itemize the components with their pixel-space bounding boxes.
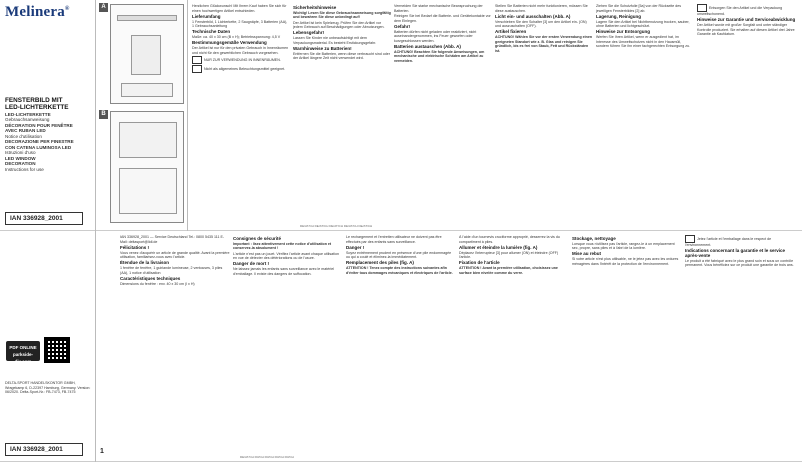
text-column-3: Vermeiden Sie starke mechanische Beanspruchung der Batterien. Reinigen Sie bei Bedarf die Batterie- und Gerätekontakte vor dem Einlegen. Gefahr! Batterien dürfen nicht geladen oder reaktiviert, nicht auseinandergenommen, ins Feuer geworfen oder kurzgeschlossen werden. Batterien austauschen (Abb. A) ACHTUNG! Beachten Sie folgende Anweisungen, um mechanische und elektrische Schäden am Artikel zu vermeiden. <box>394 4 491 63</box>
back-cover-panel <box>0 231 96 462</box>
text-column-4: Stellen Sie Batterien nicht mehr funktionieren, müssen Sie diese austauschen. Licht ein- und ausschalten (Abb. A) Verschieben Sie den Schalter [3] um den Artikel ein- (ON) und auszuschalten (OFF). Artikel fixieren ACHTUNG! Wählen Sie vor der ersten Verwendung einen geeigneten Standort wie z. B. Glas und reinigen Sie gründlich, bis es frei von Staub, Fett und Rückständen ist. <box>495 4 593 53</box>
manufacturer-address: DELTA-SPORT HANDELSKONTOR GMBH, Wragekamp 6, D-22397 Hamburg, Germany. Version: 06/2020. Delta-Sport-Nr.: FB-7473, FB-7475 <box>5 381 91 394</box>
indoor-use-icon <box>192 56 202 64</box>
text-column-2: Sicherheitshinweise Wichtig! Lesen Sie diese Gebrauchsanweisung sorgfältig und bewahren Sie diese unbedingt auf! Der Artikel ist kein Spielzeug. Prüfen Sie den Artikel vor jedem Gebrauch auf Beschädigungen oder Abnutzungen. Lebensgefahr! Lassen Sie Kinder nie unbeaufsichtigt mit dem Verpackungsmaterial. Es besteht Erstickungsgefahr. Warnhinweise zu Batterien! Entfernen Sie die Batterien, wenn diese verbraucht sind oder der Artikel längere Zeit nicht verwendet wird. <box>293 4 391 60</box>
figure-a-label: A <box>99 3 108 12</box>
suction-cup-shape <box>119 168 177 214</box>
recycling-icon <box>685 235 695 243</box>
text-column-1: Herzlichen Glückwunsch! Mit Ihrem Kauf haben Sie sich für einen hochwertigen Artikel entschieden. Lieferumfang 1 Fensterbild, 1 Lichterkette, 2 Saugnäpfe, 3 Batterien (AA), 1 Gebrauchsanleitung Technische Daten Maße: ca. 40 x 30 cm (B x H); Betriebsspannung: 4,5 V Bestimmungsgemäße Verwendung Der Artikel ist nur für den privaten Gebrauch in Innenräumen und nicht für den gewerblichen Gebrauch vorgesehen. NUR ZUR VERWENDUNG IN INNENRÄUMEN. Nicht als allgemeines Beleuchtungsmittel geeignet. <box>192 4 290 74</box>
qr-code-icon <box>44 337 70 363</box>
language-footer-fr: DE/AT/CH FR/CH FR/CH FR/CH FR/CH <box>240 455 294 459</box>
window-decoration-shape <box>119 122 177 158</box>
ian-number: IAN 336928_2001 <box>5 212 83 225</box>
fr-column-1: IAN 336928_2001 — Service Deutschland Tel.: 0800 5435 111 E-Mail: deltasport@lidl.de Félicitations ! Vous venez d'acquérir un article de grande qualité. Avant la première utilisation, familiarisez-vous avec l'article. Étendue de la livraison 1 fenêtre de fenêtre, 1 guirlande lumineuse, 2 ventouses, 3 piles (AA), 1 notice d'utilisation Caractéristiques techniques Dimensions du fenêtre : env. 40 x 30 cm (l x H) <box>120 235 230 286</box>
figure-a-drawing <box>110 4 184 104</box>
text-column-5: Ziehen Sie die Schutzfolie [5a] von der Rückseite des jeweiligen Fensterbildes [2] ab. Lagerung, Reinigung Lagern Sie den Artikel bei Nichtbenutzung trocken, sauber, ohne Batterien und lichtgeschützt. Hinweise zur Entsorgung Werfen Sie Ihren Artikel, wenn er ausgedient hat, im Interesse des Umweltschutzes nicht in den Hausmüll, sondern führen Sie ihn einer fachgerechten Entsorgung zu. <box>596 4 691 48</box>
window-picture-shape <box>121 83 173 97</box>
battery-box-shape <box>131 35 161 75</box>
ian-number-back: IAN 336928_2001 <box>5 443 83 456</box>
text-column-6: Entsorgen Sie den Artikel und die Verpackung umweltschonend. Hinweise zur Garantie und Serviceabwicklung Der Artikel wurde mit großer Sorgfalt und unter ständiger Kontrolle produziert. Sie erhalten auf diesen Artikel drei Jahre Garantie ab Kaufdatum. <box>697 5 796 36</box>
fr-column-6: Jetez l'article et l'emballage dans le respect de l'environnement. Indications concernant la garantie et le service après-vente Le produit a été fabriqué avec le plus grand soin et sous un contrôle permanent. Vous bénéficiez sur ce produit une garantie de trois ans. <box>685 236 794 267</box>
led-strip-shape <box>117 15 177 21</box>
recycling-icon <box>697 4 707 12</box>
product-subtitles: LED-LICHTERKETTE Gebrauchsanweisung DÉCORATION POUR FENÊTRE AVEC RUBAN LED Notice d'utilisation DECORAZIONE PER FINESTRE CON CATENA LUMINOSA LED Istruzioni d'uso LED WINDOW DECORATION Instructions for use <box>5 111 74 172</box>
fr-column-2: Consignes de sécurité Important : lisez attentivement cette notice d'utilisation et conservez-la absolument ! L'article n'est pas un jouet. Vérifiez l'article avant chaque utilisation en vue de détecter des détériorations ou de l'usure. Danger de mort ! Ne laissez jamais les enfants sans surveillance avec le matériel d'emballage. Il existe des dangers de suffocation. <box>233 235 339 276</box>
figure-b-label: B <box>99 110 108 119</box>
language-footer: DE/AT/CH DE/AT/CH DE/AT/CH DE/AT/CH DE/AT/CH <box>300 224 373 228</box>
figures-panel <box>96 0 188 231</box>
brand-logo: Melinera® <box>5 4 70 20</box>
fr-column-4: À l'aide d'un tournevis cruciforme approprié, desserrez la vis du compartiment à piles. Allumer et éteindre la lumière (fig. A) Déplacez l'interrupteur [3] pour allumer (ON) et éteindre (OFF) l'article. Fixation de l'article ATTENTION ! Avant la première utilisation, choisissez une surface bien nivelée comme du verre. <box>459 235 560 275</box>
page-number: 1 <box>100 448 104 455</box>
no-general-lighting-icon <box>192 65 202 73</box>
pdf-online-badge: PDF ONLINE parkside-diy.com <box>6 341 40 361</box>
figure-b-drawing <box>110 111 184 223</box>
cover-panel <box>0 0 96 231</box>
bottom-sheet <box>0 231 802 462</box>
fr-column-3: Le rechargement et l'entretien utilisateur ne doivent pas être effectués par des enfants sans surveillance. Danger ! Soyez extrêmement prudent en présence d'une pile endommagée ou qui a coulé et éliminez-la immédiatement. Remplacement des piles (fig. A) ATTENTION ! Tenez compte des instructions suivantes afin d'éviter tous dommages mécaniques et électriques de l'article. <box>346 235 453 275</box>
fr-column-5: Stockage, nettoyage Lorsque vous n'utilisez pas l'article, rangez-le à un emplacement sec, propre, sans piles et à l'abri de la lumière. Mise au rebut Si votre article n'est plus utilisable, ne le jetez pas avec les ordures ménagères dans l'intérêt de la protection de l'environnement. <box>572 235 679 266</box>
product-title: FENSTERBILD MIT LED-LICHTERKETTE <box>5 97 69 112</box>
